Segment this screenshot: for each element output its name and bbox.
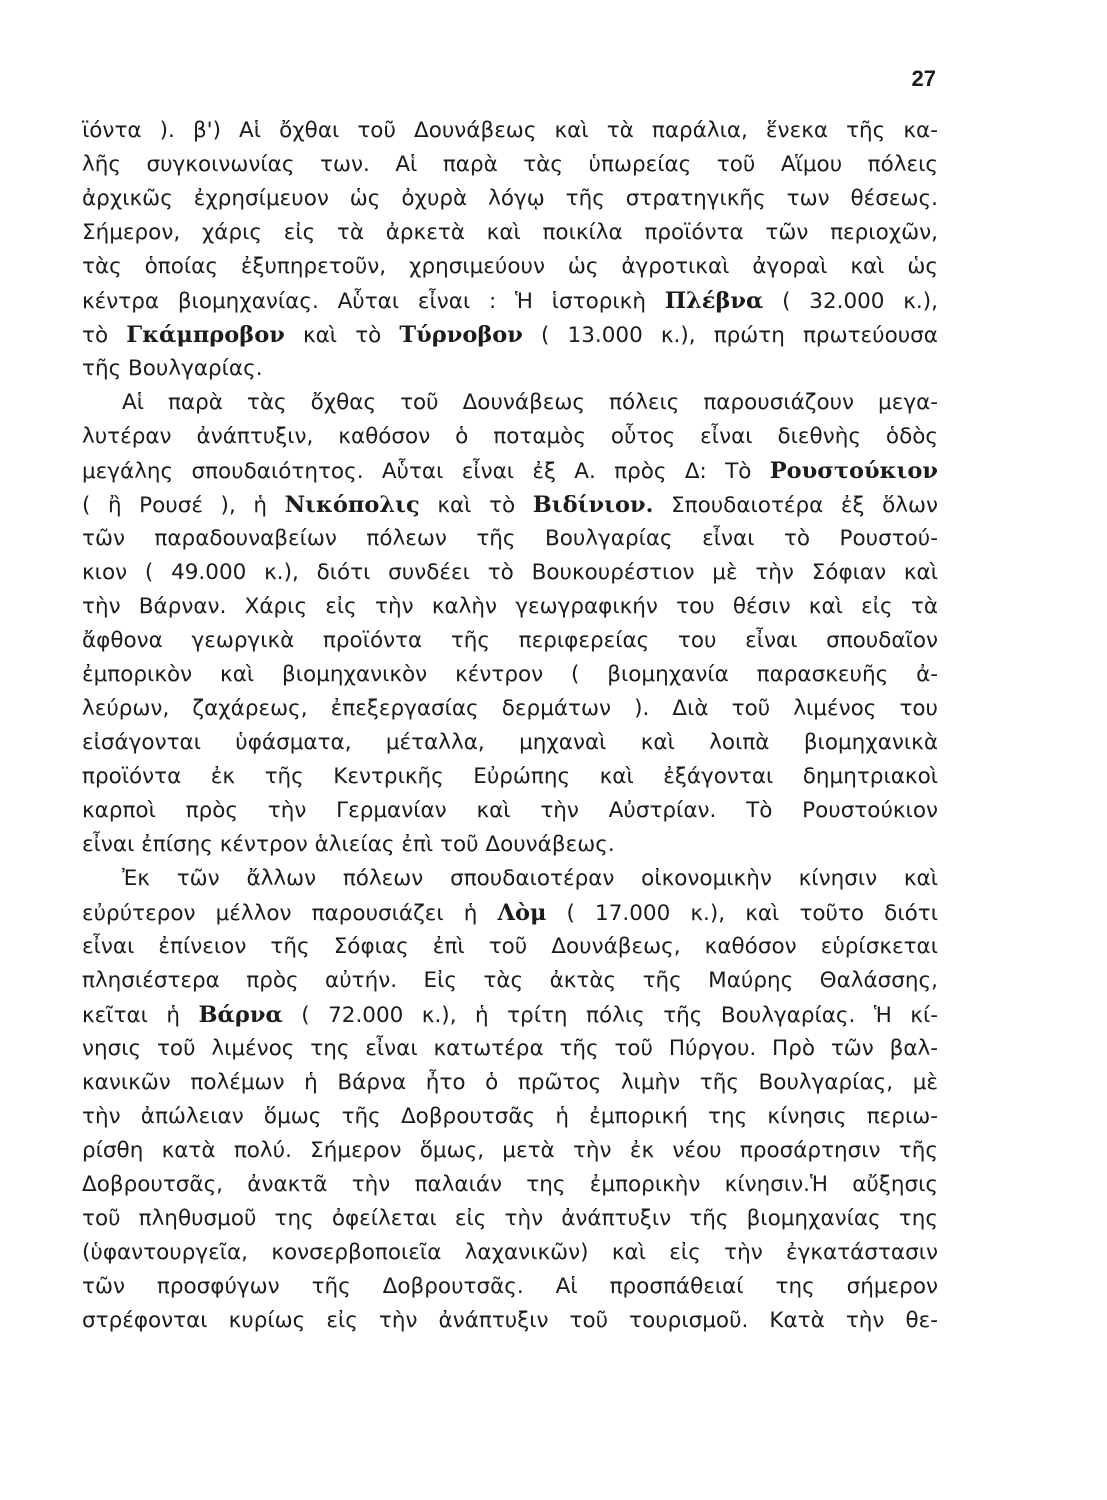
bold-city-name: Λὸμ	[497, 900, 547, 926]
text-line: λεύρων, ζαχάρεως, ἐπεξεργασίας δερμάτων ). Διὰ τοῦ λιμένος του	[82, 696, 938, 721]
bold-city-name: Τύρνοβον	[399, 322, 523, 348]
text-line: λυτέραν ἀνάπτυξιν, καθόσον ὁ ποταμὸς οὗτος εἶναι διεθνὴς ὁδὸς	[82, 424, 938, 449]
text-line: τῶν προσφύγων τῆς Δοβρουτσᾶς. Αἱ προσπάθειαί της σήμερον	[82, 1274, 938, 1299]
text-line: τοῦ πληθυσμοῦ της ὀφείλεται εἰς τὴν ἀνάπτυξιν τῆς βιομηχανίας της	[82, 1206, 938, 1231]
text-line: κανικῶν πολέμων ἡ Βάρνα ἦτο ὁ πρῶτος λιμὴν τῆς Βουλγαρίας, μὲ	[82, 1070, 938, 1095]
text-line: στρέφονται κυρίως εἰς τὴν ἀνάπτυξιν τοῦ τουρισμοῦ. Κατὰ τὴν θε-	[82, 1308, 938, 1333]
text-line: προϊόντα ἐκ τῆς Κεντρικῆς Εὐρώπης καὶ ἐξάγονται δημητριακοὶ	[82, 764, 938, 789]
text-line: ἐμπορικὸν καὶ βιομηχανικὸν κέντρον ( βιομηχανία παρασκευῆς ἀ-	[82, 662, 938, 687]
text-line: εἶναι ἐπίσης κέντρον ἁλιείας ἐπὶ τοῦ Δουνάβεως.	[82, 832, 615, 857]
bold-city-name: Νικόπολις	[284, 492, 420, 518]
text-line: ϊόντα ). β') Αἱ ὄχθαι τοῦ Δουνάβεως καὶ τὰ παράλια, ἕνεκα τῆς κα-	[82, 118, 938, 143]
text-line: μεγάλης σπουδαιότητος. Αὗται εἶναι ἐξ Α. πρὸς Δ: Τὸ Ρουστούκιον	[82, 458, 938, 484]
text-line: Σήμερον, χάρις εἰς τὰ ἀρκετὰ καὶ ποικίλα προϊόντα τῶν περιοχῶν,	[82, 220, 938, 245]
text-line: ρίσθη κατὰ πολύ. Σήμερον ὅμως, μετὰ τὴν ἐκ νέου προσάρτησιν τῆς	[82, 1138, 938, 1163]
bold-city-name: Γκάμπροβον	[126, 322, 285, 348]
text-line: Αἱ παρὰ τὰς ὄχθας τοῦ Δουνάβεως πόλεις παρουσιάζουν μεγα-	[122, 390, 938, 415]
text-line: λῆς συγκοινωνίας των. Αἱ παρὰ τὰς ὑπωρείας τοῦ Αἵμου πόλεις	[82, 152, 938, 177]
text-line: εὐρύτερον μέλλον παρουσιάζει ἡ Λὸμ ( 17.000 κ.), καὶ τοῦτο διότι	[82, 900, 938, 926]
text-line: κιον ( 49.000 κ.), διότι συνδέει τὸ Βουκουρέστιον μὲ τὴν Σόφιαν καὶ	[82, 560, 938, 585]
text-line: κεῖται ἡ Βάρνα ( 72.000 κ.), ἡ τρίτη πόλις τῆς Βουλγαρίας. Ἡ κί-	[82, 1002, 938, 1028]
text-line: τὸ Γκάμπροβον καὶ τὸ Τύρνοβον ( 13.000 κ.), πρώτη πρωτεύουσα	[82, 322, 938, 348]
bold-city-name: Βιδίνιον.	[532, 492, 654, 518]
text-line: ἀρχικῶς ἐχρησίμευον ὡς ὀχυρὰ λόγῳ τῆς στρατηγικῆς των θέσεως.	[82, 186, 938, 211]
bold-city-name: Βάρνα	[198, 1002, 283, 1028]
text-line: εἰσάγονται ὑφάσματα, μέταλλα, μηχαναὶ καὶ λοιπὰ βιομηχανικὰ	[82, 730, 938, 755]
text-line: τὰς ὁποίας ἐξυπηρετοῦν, χρησιμεύουν ὡς ἀγροτικαὶ ἀγοραὶ καὶ ὡς	[82, 254, 938, 279]
text-line: Ἐκ τῶν ἄλλων πόλεων σπουδαιοτέραν οἰκονομικὴν κίνησιν καὶ	[122, 866, 938, 891]
bold-city-name: Ρουστούκιον	[769, 458, 938, 484]
text-line: ἄφθονα γεωργικὰ προϊόντα τῆς περιφερείας του εἶναι σπουδαῖον	[82, 628, 938, 653]
text-line: πλησιέστερα πρὸς αὐτήν. Εἰς τὰς ἀκτὰς τῆς Μαύρης Θαλάσσης,	[82, 968, 938, 993]
text-line: τῆς Βουλγαρίας.	[82, 356, 263, 381]
page-number: 27	[911, 66, 936, 91]
text-line: εἶναι ἐπίνειον τῆς Σόφιας ἐπὶ τοῦ Δουνάβεως, καθόσον εὑρίσκεται	[82, 934, 938, 959]
text-line: Δοβρουτσᾶς, ἀνακτᾶ τὴν παλαιάν της ἐμπορικὴν κίνησιν.Ἡ αὔξησις	[82, 1172, 938, 1197]
text-line: κέντρα βιομηχανίας. Αὗται εἶναι : Ἡ ἱστορικὴ Πλέβνα ( 32.000 κ.),	[82, 288, 938, 314]
text-line: (ὑφαντουργεῖα, κονσερβοποιεῖα λαχανικῶν) καὶ εἰς τὴν ἐγκατάστασιν	[82, 1240, 938, 1265]
body-text	[82, 114, 938, 1338]
text-line: τὴν Βάρναν. Χάρις εἰς τὴν καλὴν γεωγραφικήν του θέσιν καὶ εἰς τὰ	[82, 594, 938, 619]
bold-city-name: Πλέβνα	[664, 288, 764, 314]
text-line: ( ἢ Ρουσέ ), ἡ Νικόπολις καὶ τὸ Βιδίνιον. Σπουδαιοτέρα ἐξ ὅλων	[82, 492, 938, 518]
text-line: τὴν ἀπώλειαν ὅμως τῆς Δοβρουτσᾶς ἡ ἐμπορική της κίνησις περιω-	[82, 1104, 938, 1129]
text-line: νησις τοῦ λιμένος της εἶναι κατωτέρα τῆς τοῦ Πύργου. Πρὸ τῶν βαλ-	[82, 1036, 938, 1061]
text-line: τῶν παραδουναβείων πόλεων τῆς Βουλγαρίας εἶναι τὸ Ρουστού-	[82, 526, 938, 551]
text-line: καρποὶ πρὸς τὴν Γερμανίαν καὶ τὴν Αὐστρίαν. Τὸ Ρουστούκιον	[82, 798, 938, 823]
